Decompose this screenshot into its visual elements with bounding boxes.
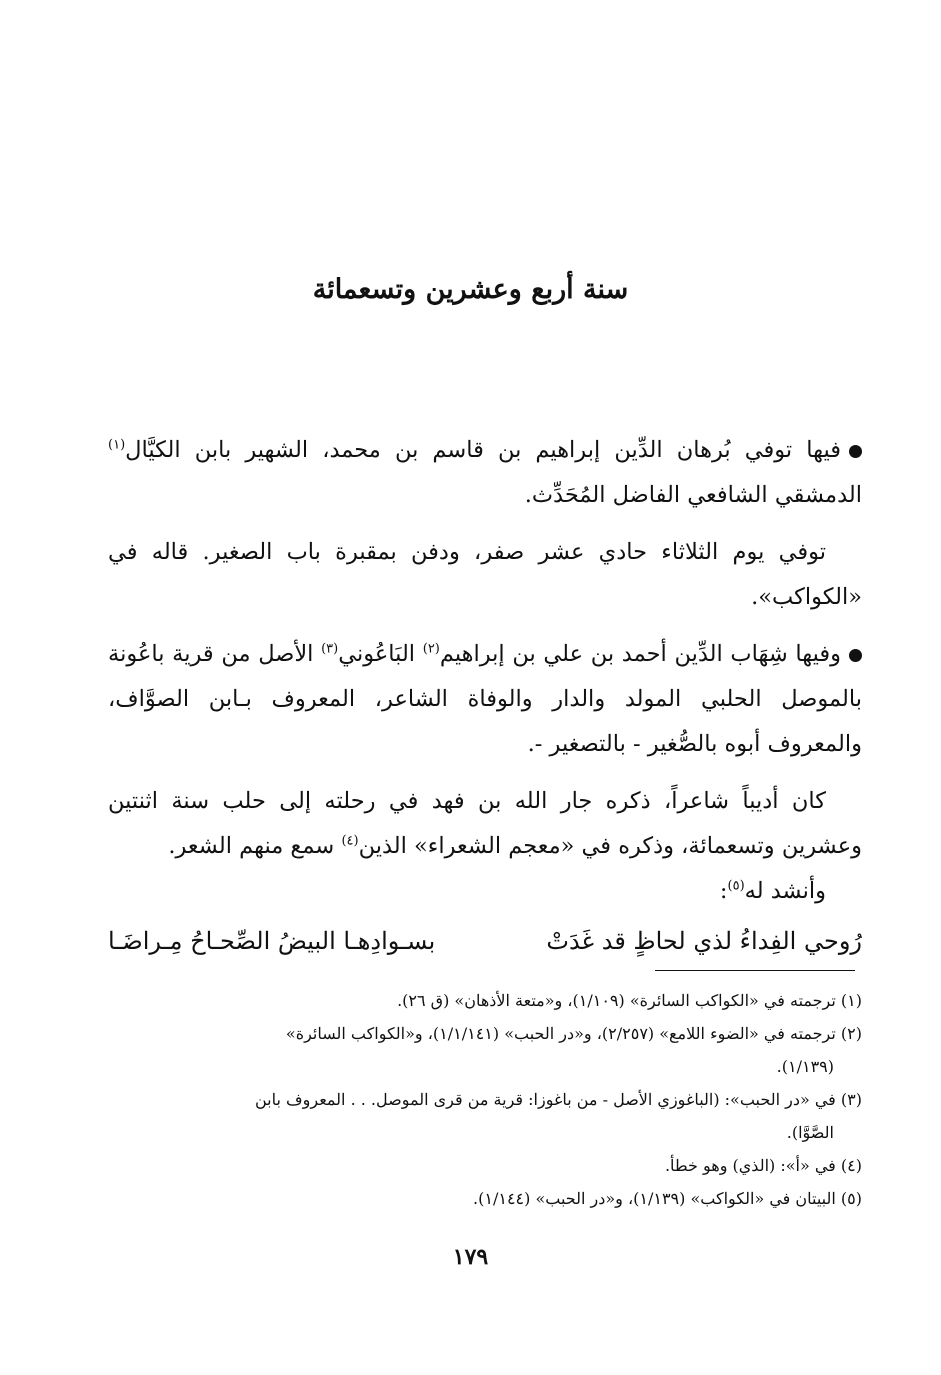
paragraph-death-date: توفي يوم الثلاثاء حادي عشر صفر، ودفن بمقبرة باب الصغير. قاله في «الكواكب». — [108, 539, 862, 610]
footnote-marker: (٤) — [341, 833, 359, 849]
footnote-marker: (٢) — [422, 641, 440, 657]
footnote-3 — [108, 1083, 862, 1149]
paragraph-text: البَاعُوني — [338, 641, 423, 667]
footnote-4: (٤) في «أ»: (الذي) وهو خطأ. — [664, 1156, 862, 1175]
footnote-continuation: الصَّوَّا). — [786, 1123, 834, 1142]
footnote-marker: (١) — [108, 437, 126, 453]
paragraph-text: وأنشد له — [744, 878, 826, 904]
paragraph-burhan — [108, 428, 862, 518]
poem-verse — [108, 916, 862, 966]
footnote-divider — [655, 970, 855, 971]
paragraph-recited — [108, 869, 862, 914]
footnote-text: (٣) في «در الحبب»: (الباغوزي الأصل - من باغوزا: قرية من قرى الموصل. . . المعروف بابن — [255, 1090, 862, 1109]
bullet-icon — [849, 445, 862, 458]
footnote-text: (٢) ترجمته في «الضوء اللامع» (٢/٢٥٧)، و«در الحبب» (١/١/١٤١)، و«الكواكب السائرة» — [285, 1024, 862, 1043]
paragraph-text: : — [719, 878, 728, 904]
paragraph-text: كان أديباً شاعراً، ذكره جار الله بن فهد في رحلته إلى حلب سنة اثنتين وعشرين وتسعمائة، وذكره في «معجم الشعراء» الذين — [108, 788, 862, 859]
paragraph-text: الأصل من قرية باعُونة بالموصل الحلبي المولد والدار والوفاة الشاعر، المعروف بـابن الصوَّاف، والمعروف أبوه بالصُّغير - بالتصغير -. — [108, 641, 862, 757]
paragraph-shihab — [108, 632, 862, 767]
bullet-icon — [849, 649, 862, 662]
footnote-1: (١) ترجمته في «الكواكب السائرة» (١/١٠٩)، و«متعة الأذهان» (ق ٢٦). — [397, 991, 862, 1010]
paragraph-text: فيها توفي بُرهان الدِّين إبراهيم بن قاسم بن محمد، الشهير بابن الكيَّال — [125, 437, 841, 463]
paragraph-text: الدمشقي الشافعي الفاضل المُحَدِّث. — [524, 482, 862, 508]
paragraph-text: سمع منهم الشعر. — [168, 833, 342, 859]
footnote-continuation: (١/١٣٩). — [776, 1057, 834, 1076]
footnote-marker: (٣) — [321, 641, 339, 657]
paragraph-text: وفيها شِهَاب الدِّين أحمد بن علي بن إبراهيم — [439, 641, 841, 667]
footnote-5: (٥) البيتان في «الكواكب» (١/١٣٩)، و«در الحبب» (١/١٤٤). — [473, 1189, 862, 1208]
page-number: ١٧٩ — [452, 1244, 489, 1270]
paragraph-poet — [108, 779, 862, 869]
page-title: سنة أربع وعشرين وتسعمائة — [312, 274, 629, 305]
footnotes — [108, 984, 862, 1215]
verse-second-hemistich: بسـوادِهـا البيضُ الصِّحـاحُ مِـراضَـا — [108, 927, 436, 955]
footnote-marker: (٥) — [727, 878, 745, 894]
verse-first-hemistich: رُوحي الفِداءُ لذي لحاظٍ قد غَدَتْ — [546, 927, 862, 955]
footnote-2 — [108, 1017, 862, 1083]
main-text — [108, 428, 862, 966]
